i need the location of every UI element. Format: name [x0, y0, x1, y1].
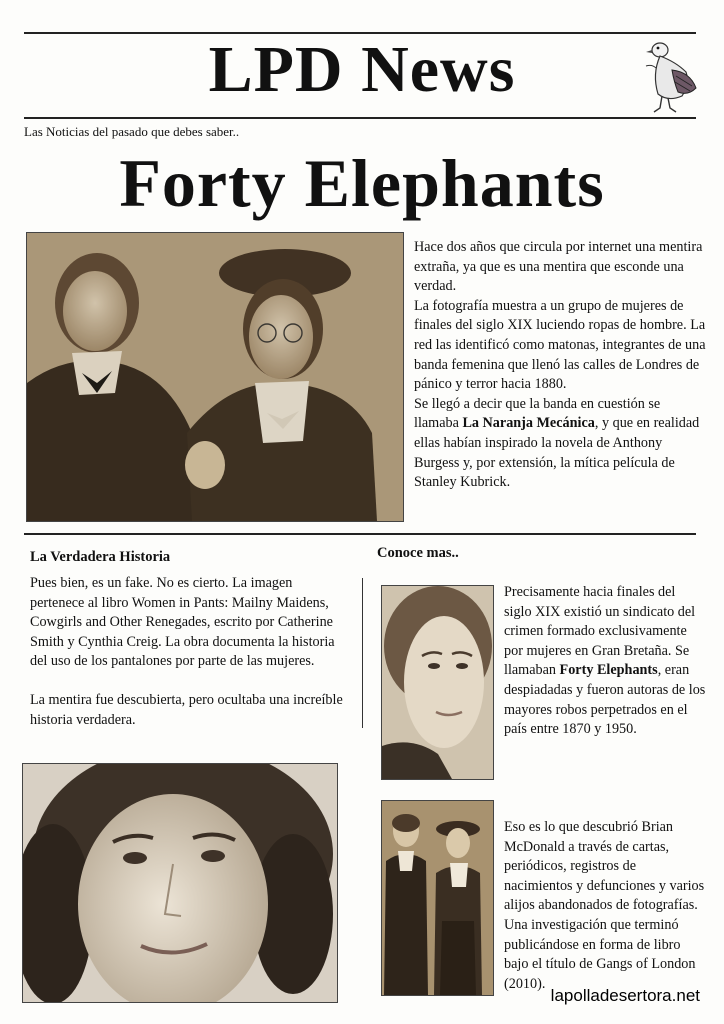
- portrait-photo-left: [22, 763, 338, 1003]
- right-section-title: Conoce mas..: [377, 545, 459, 561]
- gang-name-bold: La Naranja Mecánica: [462, 415, 595, 432]
- left-section-title: La Verdadera Historia: [30, 549, 171, 565]
- intro-paragraph-2: La fotografía muestra a un grupo de mujeres de finales del siglo XIX luciendo ropas de hombre. La red las identificó como matonas, integrantes de una banda femenina que llenó las calles de Londres de pánico y terror hacia 1880.: [414, 297, 706, 393]
- main-photo: [26, 232, 404, 522]
- forty-elephants-bold: Forty Elephants: [559, 662, 658, 679]
- intro-paragraph-1: Hace dos años que circula por internet una mentira extraña, ya que es una mentira que esconde una verdad.: [414, 239, 703, 295]
- column-divider: [362, 578, 363, 728]
- left-section-text: [30, 574, 350, 730]
- intro-text: [414, 238, 706, 493]
- intro-paragraph-3: Se llegó a decir que la banda en cuestión se llamaba La Naranja Mecánica, y que en realidad ellas habían inspirado la novela de Anthony Burgess y, por extensión, la mítica película de Stanley Kubrick.: [414, 395, 700, 491]
- left-paragraph-2: La mentira fue descubierta, pero ocultaba una increíble historia verdadera.: [30, 691, 343, 728]
- site-credit: lapolladesertora.net: [550, 986, 700, 1005]
- group-photo-right-bottom: [381, 800, 494, 996]
- left-paragraph-1: Pues bien, es un fake. No es cierto. La imagen pertenece al libro Women in Pants: Mailny Maidens, Cowgirls and Other Renegades, escrito por Catherine Smith y Cynthia Creig. La obra documenta la historia del uso de los pantalones por parte de las mujeres.: [30, 575, 335, 670]
- masthead-bottom-rule: [24, 117, 696, 119]
- section-divider: [24, 533, 696, 535]
- portrait-photo-right-top: [381, 585, 494, 780]
- right-paragraph-1: Precisamente hacia finales del siglo XIX existió un sindicato del crimen formado exclusivamente por mujeres en Gran Bretaña. Se llamaban Forty Elephants, eran despiadadas y fueron autoras de los mayores robos perpetrados en el país entre 1870 y 1950.: [504, 584, 706, 738]
- headline: Forty Elephants: [119, 145, 605, 221]
- masthead-tagline: Las Noticias del pasado que debes saber..: [24, 124, 240, 139]
- right-paragraph-2: Eso es lo que descubrió Brian McDonald a través de cartas, periódicos, registros de nacimientos y defunciones y varios alijos abandonados de fotografías. Una investigación que terminó publicándose en forma de libro bajo el título de Gangs of London (2010).: [504, 819, 705, 992]
- bird-mascot-icon: [638, 36, 700, 116]
- masthead-title: LPD News: [208, 33, 516, 106]
